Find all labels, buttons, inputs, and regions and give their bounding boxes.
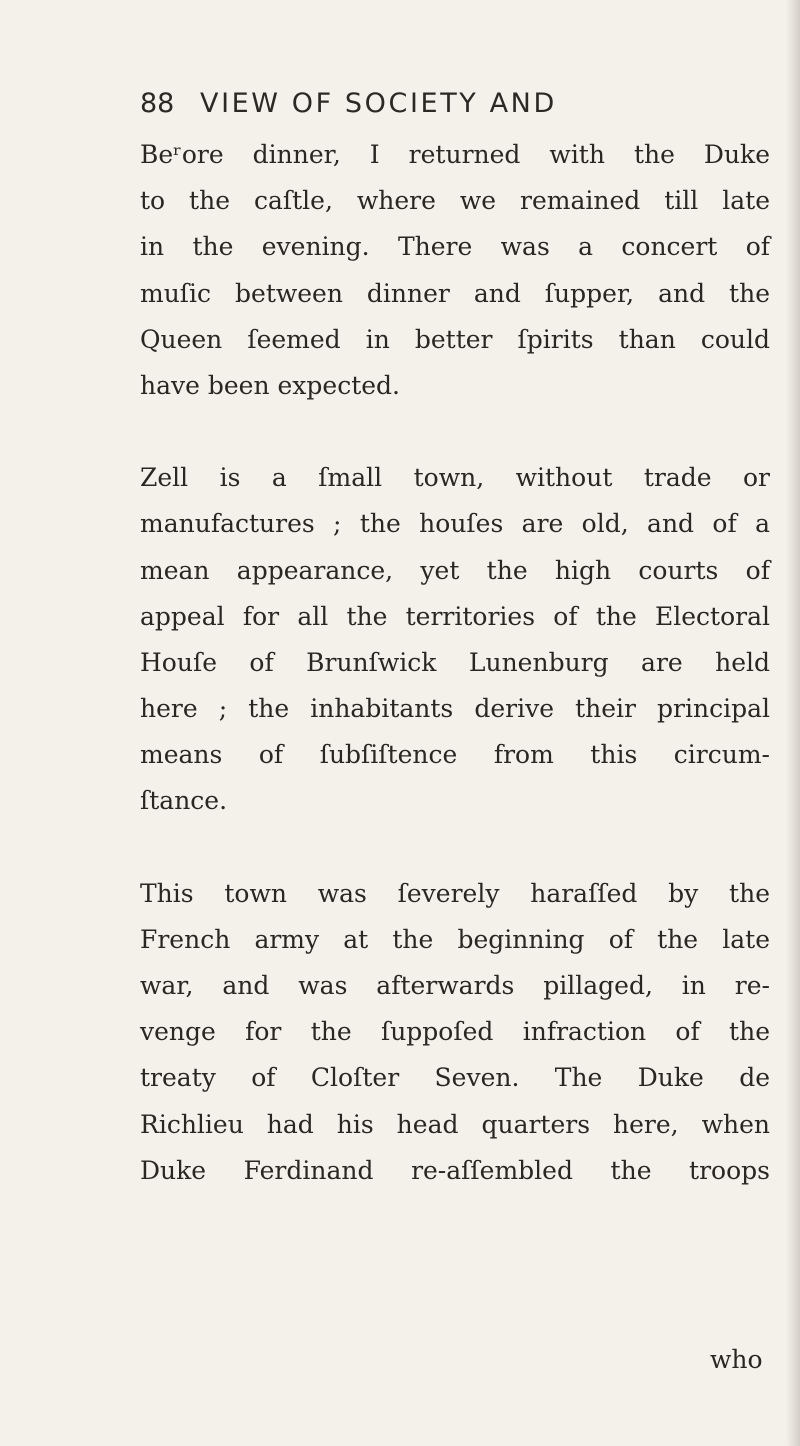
body-text <box>140 132 770 1194</box>
text-line: appeal for all the territories of the Electoral <box>140 601 770 631</box>
text-line: Queen ſeemed in better ſpirits than could <box>140 324 770 354</box>
text-line: have been expected. <box>140 370 400 400</box>
page-edge-shadow <box>786 0 800 1446</box>
text-line: venge for the ſuppoſed infraction of the <box>140 1017 770 1047</box>
text-line: Duke Ferdinand re-aſſembled the troops <box>140 1155 770 1185</box>
text-line: mean appearance, yet the high courts of <box>140 555 770 585</box>
text-line: This town was ſeverely haraſſed by the <box>140 878 770 908</box>
text-line: Houſe of Brunſwick Lunenburg are held <box>140 647 770 677</box>
text-line: treaty of Cloſter Seven. The Duke de <box>140 1063 770 1093</box>
text-line: manufactures ; the houſes are old, and of a <box>140 509 770 539</box>
text-line: Beʳore dinner, I returned with the Duke <box>140 140 770 169</box>
page-header <box>140 88 557 128</box>
paragraph-gap <box>140 409 770 455</box>
text-line: in the evening. There was a concert of <box>140 232 770 262</box>
page-number: 88 <box>140 88 175 119</box>
text-line: Zell is a ſmall town, without trade or <box>140 463 770 493</box>
text-line: here ; the inhabitants derive their principal <box>140 694 770 724</box>
paragraph-3 <box>140 871 770 1194</box>
text-line: French army at the beginning of the late <box>140 924 770 954</box>
running-head: VIEW OF SOCIETY AND <box>200 88 557 119</box>
paragraph-2 <box>140 455 770 825</box>
text-line: war, and was afterwards pillaged, in re- <box>140 971 770 1000</box>
paragraph-gap <box>140 825 770 871</box>
catchword: who <box>710 1345 763 1374</box>
text-line: Richlieu had his head quarters here, when <box>140 1109 770 1139</box>
text-line: means of ſubſiſtence from this circum- <box>140 740 770 770</box>
paragraph-1 <box>140 132 770 409</box>
text-line: ſtance. <box>140 786 228 816</box>
text-line: to the caſtle, where we remained till late <box>140 186 770 216</box>
text-line: muſic between dinner and ſupper, and the <box>140 278 770 308</box>
